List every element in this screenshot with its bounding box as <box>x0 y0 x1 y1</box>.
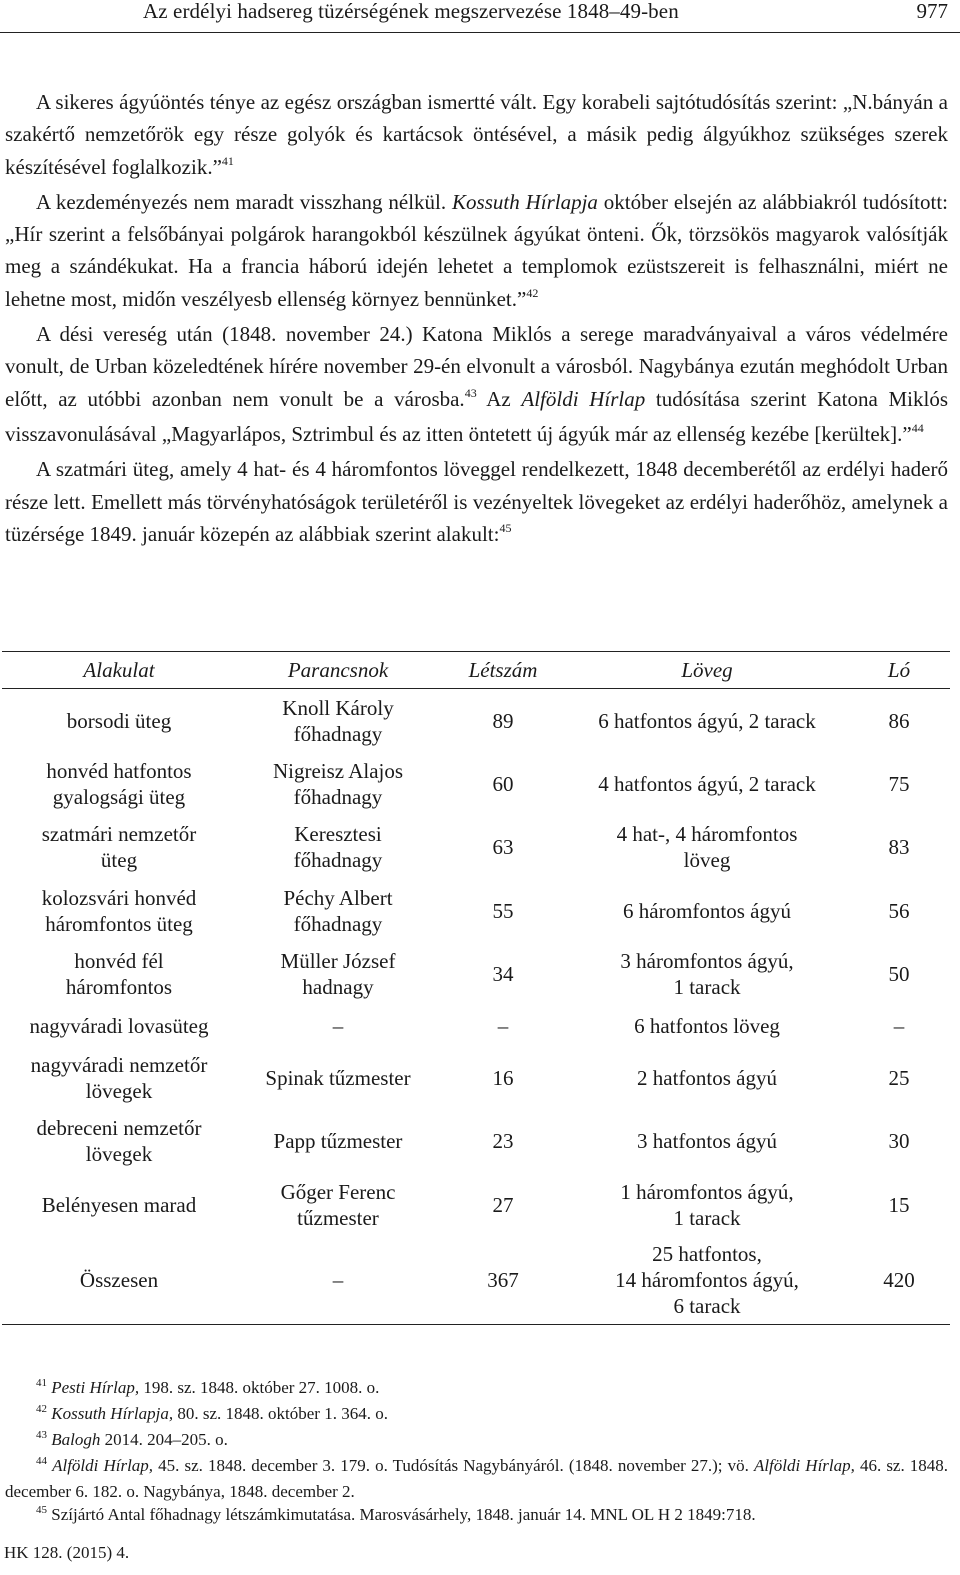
count-cell: 89 <box>492 708 514 733</box>
footnote-ref: 43 <box>464 385 477 400</box>
cell-line: debreceni nemzetőr <box>36 1116 202 1141</box>
footnote-number: 44 <box>36 1455 47 1467</box>
newspaper-title: Alföldi Hírlap <box>521 386 646 411</box>
cell-line: tűzmester <box>297 1205 379 1230</box>
unit-cell <box>2 816 236 880</box>
column-header: Ló <box>848 652 950 689</box>
cell-line: főhadnagy <box>293 721 383 746</box>
horses-cell: 86 <box>888 708 910 733</box>
cell-line: 6 háromfontos ágyú <box>623 898 791 923</box>
cell-line: Papp tűzmester <box>273 1129 403 1154</box>
commander-cell <box>236 1046 440 1110</box>
cell-line: 1 tarack <box>673 975 741 1000</box>
table-row <box>2 1237 950 1325</box>
unit-cell <box>2 1173 236 1237</box>
unit-cell <box>2 752 236 816</box>
table-row <box>2 1006 950 1046</box>
guns-cell <box>566 816 848 880</box>
footnote-text: 46. sz. 1848. december 6. 182. o. Nagybánya, 1848. december 2. <box>5 1456 949 1501</box>
cell-line: főhadnagy <box>293 848 383 873</box>
paragraph-text: október elsején az alábbiakról tudósított: „Hír szerint a felsőbányai polgárok harangokból készülnek ágyúkat önteni. Ők, törzsökös magyarok valósítják meg a szándékukat. Ha a francia háború idején lehetet a templomok ezüstszereit is felhasználni, miért ne lehetne most, midőn veszélyesb ellenség környez bennünket.” <box>5 189 949 311</box>
unit-cell <box>2 689 236 753</box>
count-cell: 60 <box>492 771 514 796</box>
journal-reference: HK 128. (2015) 4. <box>4 1543 130 1562</box>
cell-line: szatmári nemzetőr <box>41 822 197 847</box>
commander-cell <box>236 1173 440 1237</box>
footnote <box>5 1454 948 1503</box>
cell-line: főhadnagy <box>293 784 383 809</box>
table-row <box>2 943 950 1007</box>
horses-cell: – <box>893 1014 905 1038</box>
footnote-text: 2014. 204–205. o. <box>104 1430 228 1449</box>
cell-line: Belényesen marad <box>41 1192 197 1217</box>
commander-cell <box>236 816 440 880</box>
footnote-ref: 44 <box>911 420 924 435</box>
table-row <box>2 816 950 880</box>
source-title: Pesti Hírlap, <box>51 1378 140 1397</box>
footnote-text: 80. sz. 1848. október 1. 364. o. <box>177 1404 388 1423</box>
table-row <box>2 879 950 943</box>
cell-line: főhadnagy <box>293 911 383 936</box>
table-row <box>2 1173 950 1237</box>
count-cell: 55 <box>492 898 514 923</box>
body-text <box>5 86 948 553</box>
count-cell: 367 <box>440 1237 566 1325</box>
footnote-number: 45 <box>36 1504 47 1516</box>
cell-line: – <box>332 1014 344 1038</box>
footnote-number: 43 <box>36 1429 47 1441</box>
commander-cell <box>236 943 440 1007</box>
cell-line: Müller József <box>280 949 396 974</box>
cell-line: 4 hat-, 4 háromfontos <box>616 822 798 847</box>
page-number: 977 <box>916 0 948 23</box>
horses-cell: 420 <box>848 1237 950 1325</box>
cell-line: honvéd hatfontos <box>46 758 192 783</box>
paragraph <box>5 86 948 186</box>
commander-cell <box>236 879 440 943</box>
source-title: Kossuth Hírlapja, <box>51 1404 174 1423</box>
paragraph-text: tudósítása szerint Katona Miklós visszavonulásával „Magyarlápos, Sztrimbul és az itten öntetett új ágyúk már az ellenség kezébe [kerültek].” <box>5 386 949 446</box>
cell-line: 6 hatfontos ágyú, 2 tarack <box>598 708 816 733</box>
cell-line: Spinak tűzmester <box>265 1065 411 1090</box>
cell-line: 2 hatfontos ágyú <box>637 1065 777 1090</box>
guns-cell <box>566 1006 848 1046</box>
cell-line: Péchy Albert <box>283 885 393 910</box>
source-title: Balogh <box>51 1430 101 1449</box>
paragraph-text: A kezdeményezés nem maradt visszhang nélkül. <box>36 189 447 214</box>
cell-line: háromfontos <box>65 975 173 1000</box>
guns-cell <box>566 1173 848 1237</box>
count-cell: 63 <box>492 835 514 860</box>
horses-cell: 50 <box>888 962 910 987</box>
table-header-row <box>2 652 950 689</box>
paragraph-text: Az <box>486 386 511 411</box>
unit-cell <box>2 1237 236 1325</box>
unit-cell <box>2 1110 236 1174</box>
cell-line: gyalogsági üteg <box>52 784 186 809</box>
cell-line: 14 háromfontos ágyú, <box>615 1268 799 1293</box>
guns-cell <box>566 879 848 943</box>
horses-cell: 15 <box>888 1192 910 1217</box>
running-header <box>0 0 960 33</box>
commander-cell <box>236 689 440 753</box>
guns-cell <box>566 689 848 753</box>
cell-line: löveg <box>683 848 731 873</box>
footnote <box>5 1503 948 1529</box>
unit-cell <box>2 1006 236 1046</box>
paragraph-text: A sikeres ágyúöntés ténye az egész országban ismertté vált. Egy korabeli sajtótudósítás szerint: „N.bányán a szakértő nemzetőrök egy része golyók és kartácsok öntésével, a másik pedig álgyúkhoz szükséges szerek készítésével foglalkozik.” <box>5 90 948 179</box>
paragraph <box>5 318 948 453</box>
horses-cell: 25 <box>888 1065 910 1090</box>
cell-line: háromfontos üteg <box>45 911 193 936</box>
unit-cell <box>2 1046 236 1110</box>
footnote-text: 45. sz. 1848. december 3. 179. o. Tudósítás Nagybányáról. (1848. november 27.); vö. <box>158 1456 749 1475</box>
source-title: Alföldi Hírlap, <box>52 1456 154 1475</box>
table-row <box>2 1046 950 1110</box>
cell-line: 6 tarack <box>673 1294 741 1319</box>
cell-line: Keresztesi <box>294 822 382 847</box>
cell-line: üteg <box>100 848 138 873</box>
cell-line: nagyváradi lovasüteg <box>29 1014 209 1038</box>
count-cell: – <box>497 1014 509 1038</box>
cell-line: 25 hatfontos, <box>652 1242 762 1267</box>
cell-line: honvéd fél <box>74 949 164 974</box>
cell-line: borsodi üteg <box>66 708 172 733</box>
footnotes <box>5 1376 948 1529</box>
horses-cell: 83 <box>888 835 910 860</box>
newspaper-title: Kossuth Hírlapja <box>452 189 598 214</box>
source-title: Alföldi Hírlap, <box>753 1456 855 1475</box>
footnote-text: Szíjártó Antal főhadnagy létszámkimutatása. Marosvásárhely, 1848. január 14. MNL OL H 2 1849:718. <box>51 1505 756 1524</box>
footnote <box>5 1376 948 1402</box>
cell-line: Gőger Ferenc <box>280 1179 396 1204</box>
horses-cell: 30 <box>888 1129 910 1154</box>
footnote-ref: 41 <box>221 153 234 168</box>
commander-cell <box>236 1006 440 1046</box>
cell-line: Összesen <box>79 1268 159 1293</box>
column-header: Parancsnok <box>236 652 440 689</box>
footnote-text: 198. sz. 1848. október 27. 1008. o. <box>143 1378 380 1397</box>
footnote <box>5 1402 948 1428</box>
paragraph <box>5 186 948 318</box>
cell-line: 3 hatfontos ágyú <box>637 1129 777 1154</box>
cell-line: Nigreisz Alajos <box>272 758 404 783</box>
commander-cell <box>236 1237 440 1325</box>
cell-line: 4 hatfontos ágyú, 2 tarack <box>598 771 816 796</box>
table-row <box>2 1110 950 1174</box>
horses-cell: 75 <box>888 771 910 796</box>
cell-line: lövegek <box>85 1142 153 1167</box>
footnote <box>5 1428 948 1454</box>
column-header: Löveg <box>566 652 848 689</box>
table-row <box>2 689 950 753</box>
guns-cell <box>566 752 848 816</box>
guns-cell <box>566 1110 848 1174</box>
cell-line: 1 háromfontos ágyú, <box>620 1179 794 1204</box>
unit-cell <box>2 943 236 1007</box>
paragraph <box>5 453 948 553</box>
footnote-ref: 42 <box>526 285 539 300</box>
guns-cell <box>566 1237 848 1325</box>
count-cell: 27 <box>492 1192 514 1217</box>
horses-cell: 56 <box>888 898 910 923</box>
table-body <box>2 689 950 1325</box>
guns-cell <box>566 1046 848 1110</box>
unit-cell <box>2 879 236 943</box>
cell-line: nagyváradi nemzetőr <box>30 1052 208 1077</box>
count-cell: 34 <box>492 962 514 987</box>
commander-cell <box>236 1110 440 1174</box>
column-header: Alakulat <box>2 652 236 689</box>
cell-line: – <box>332 1268 344 1293</box>
cell-line: lövegek <box>85 1078 153 1103</box>
table-row <box>2 752 950 816</box>
cell-line: Knoll Károly <box>282 695 394 720</box>
footnote-number: 41 <box>36 1377 47 1389</box>
paragraph-text: A dési vereség után (1848. november 24.) Katona Miklós a serege maradványaival a város védelmére vonult, de Urban közeledtének hírére november 29-én elvonult a városból. Nagybánya ezután meghódolt Urban előtt, az utóbbi azonban nem vonult be a városba. <box>5 322 948 411</box>
footnote-number: 42 <box>36 1403 47 1415</box>
cell-line: hadnagy <box>302 975 374 1000</box>
running-title: Az erdélyi hadsereg tüzérségének megszervezése 1848–49-ben <box>143 0 679 23</box>
cell-line: 1 tarack <box>673 1205 741 1230</box>
cell-line: 3 háromfontos ágyú, <box>620 949 794 974</box>
cell-line: 6 hatfontos löveg <box>634 1014 780 1038</box>
cell-line: kolozsvári honvéd <box>41 885 197 910</box>
count-cell: 16 <box>492 1065 514 1090</box>
footnote-ref: 45 <box>499 520 512 535</box>
column-header: Létszám <box>440 652 566 689</box>
artillery-table <box>2 651 950 1325</box>
guns-cell <box>566 943 848 1007</box>
commander-cell <box>236 752 440 816</box>
paragraph-text: A szatmári üteg, amely 4 hat- és 4 háromfontos löveggel rendelkezett, 1848 decemberétől az erdélyi haderő része lett. Emellett más törvényhatóságok területéről is vezényeltek lövegeket az erdélyi haderőhöz, amelynek a tüzérsége 1849. január közepén az alábbiak szerint alakult: <box>5 457 948 546</box>
count-cell: 23 <box>492 1129 514 1154</box>
